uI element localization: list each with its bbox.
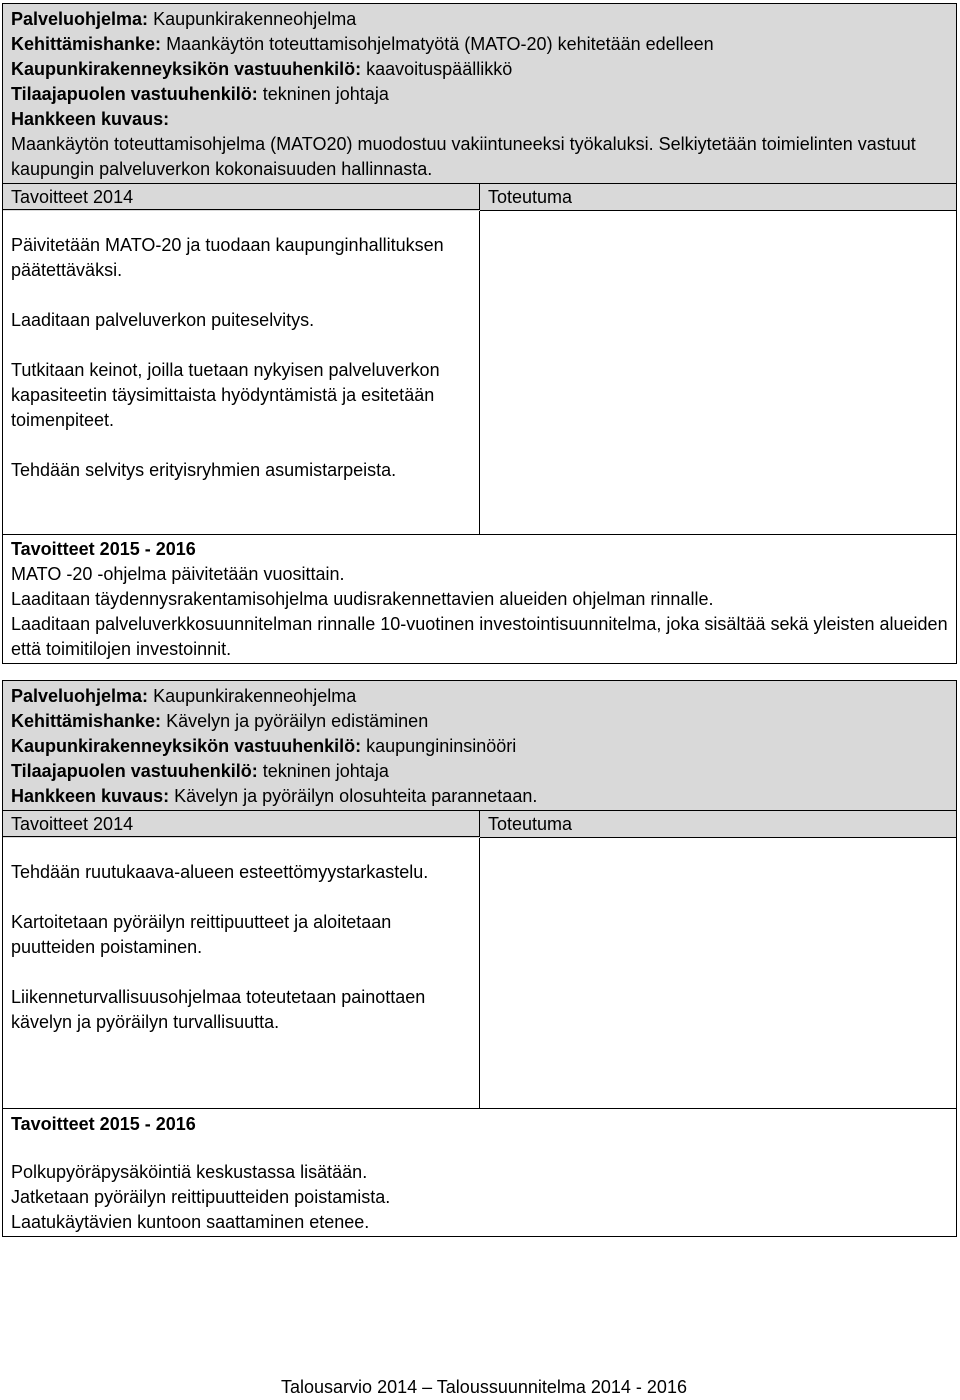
goals-2014-heading: Tavoitteet 2014 (3, 811, 480, 837)
goals-2014-list (3, 211, 480, 534)
goals-2015-heading: Tavoitteet 2015 - 2016 (11, 1114, 196, 1134)
goal-item: Laaditaan palveluverkon puiteselvitys. (11, 310, 315, 330)
goal-item: MATO -20 -ohjelma päivitetään vuosittain. (11, 564, 345, 584)
goals-2015-heading: Tavoitteet 2015 - 2016 (11, 539, 196, 559)
goals-body-row (3, 211, 956, 534)
goal-item: Jatketaan pyöräilyn reittipuutteiden poistamista. (11, 1187, 391, 1207)
service-program-line: Palveluohjelma: Kaupunkirakenneohjelma (11, 686, 357, 706)
realization-cell (480, 838, 956, 1108)
goal-item: Kartoitetaan pyöräilyn reittipuutteet ja aloitetaan puutteiden poistaminen. (11, 912, 392, 957)
goal-item: Tutkitaan keinot, joilla tuetaan nykyisen palveluverkon kapasiteetin täysimittaista hyödyntämistä ja esitetään toimenpiteet. (11, 360, 440, 430)
description-label: Hankkeen kuvaus: (11, 109, 170, 129)
goal-item: Liikenneturvallisuusohjelmaa toteutetaan painottaen kävelyn ja pyöräilyn turvallisuutta. (11, 987, 426, 1032)
program-header (3, 681, 956, 811)
goals-2015-block (3, 1108, 956, 1236)
goals-2014-heading: Tavoitteet 2014 (3, 184, 480, 210)
city-responsible-line: Kaupunkirakenneyksikön vastuuhenkilö: kaupungininsinööri (11, 736, 517, 756)
service-program-line: Palveluohjelma: Kaupunkirakenneohjelma (11, 9, 357, 29)
goal-item: Tehdään selvitys erityisryhmien asumistarpeista. (11, 460, 397, 480)
program-header (3, 4, 956, 184)
city-responsible-line: Kaupunkirakenneyksikön vastuuhenkilö: kaavoituspäällikkö (11, 59, 513, 79)
description-text: Maankäytön toteuttamisohjelma (MATO20) muodostuu vakiintuneeksi työkaluksi. Selkiytetään toimielinten vastuut kaupungin palveluverkon kokonaisuuden hallinnasta. (11, 134, 916, 179)
program-table-2 (2, 680, 957, 1237)
description-line: Hankkeen kuvaus: Kävelyn ja pyöräilyn olosuhteita parannetaan. (11, 786, 538, 806)
goals-header-row (3, 811, 956, 838)
project-line: Kehittämishanke: Kävelyn ja pyöräilyn edistäminen (11, 711, 429, 731)
goals-2015-block (3, 534, 956, 663)
goal-item: Laatukäytävien kuntoon saattaminen etenee. (11, 1212, 370, 1232)
realization-cell (480, 211, 956, 534)
goals-2015-list (11, 1160, 948, 1235)
client-responsible-line: Tilaajapuolen vastuuhenkilö: tekninen johtaja (11, 761, 389, 781)
client-responsible-line: Tilaajapuolen vastuuhenkilö: tekninen johtaja (11, 84, 389, 104)
goal-item: Tehdään ruutukaava-alueen esteettömyystarkastelu. (11, 862, 429, 882)
realization-heading: Toteutuma (480, 811, 956, 838)
goal-item: Päivitetään MATO-20 ja tuodaan kaupunginhallituksen päätettäväksi. (11, 235, 444, 280)
goal-item: Laaditaan täydennysrakentamisohjelma uudisrakennettavien alueiden ohjelman rinnalle. (11, 589, 714, 609)
program-table-1 (2, 3, 957, 664)
goal-item: Laaditaan palveluverkkosuunnitelman rinnalle 10-vuotinen investointisuunnitelma, joka sisältää sekä yleisten alueiden että toimitilojen investoinnit. (11, 614, 948, 659)
project-line: Kehittämishanke: Maankäytön toteuttamisohjelmatyötä (MATO-20) kehitetään edelleen (11, 34, 714, 54)
page-footer: Talousarvio 2014 – Taloussuunnitelma 2014 - 2016 (281, 1377, 687, 1397)
goals-2014-list (3, 838, 480, 1108)
goals-body-row (3, 838, 956, 1108)
realization-heading: Toteutuma (480, 184, 956, 211)
goal-item: Polkupyöräpysäköintiä keskustassa lisätään. (11, 1162, 368, 1182)
goals-header-row (3, 184, 956, 211)
